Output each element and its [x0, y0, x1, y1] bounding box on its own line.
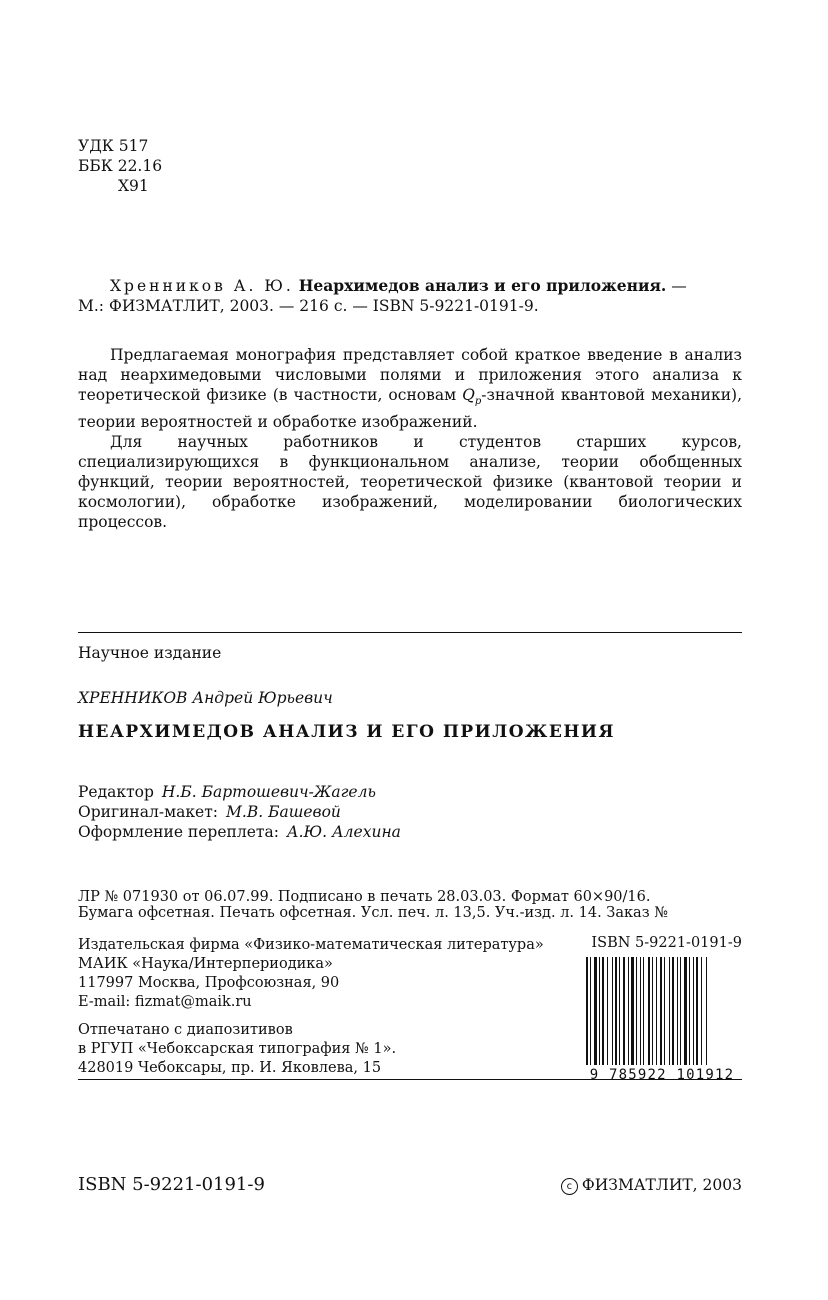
barcode-digits: 9 785922 101912 [589, 1067, 735, 1083]
copyright-text: ФИЗМАТЛИТ, 2003 [581, 1176, 742, 1194]
abstract [78, 345, 742, 532]
math-q: Q [462, 386, 475, 404]
math-subscript: p [474, 396, 482, 408]
print-info [78, 889, 668, 921]
print-info-line-1: ЛР № 071930 от 06.07.99. Подписано в печать 28.03.03. Формат 60×90/16. [78, 889, 651, 905]
barcode-bars-icon [582, 955, 742, 1067]
credits [78, 782, 401, 842]
bibliographic-record [78, 276, 742, 316]
udk-code: УДК 517 [78, 137, 149, 155]
credit-cover: Оформление переплета: А.Ю. Алехина [78, 823, 401, 841]
biblio-title: Неархимедов анализ и его приложения. [298, 276, 667, 295]
publisher-email: E-mail: fizmat@maik.ru [78, 994, 252, 1010]
isbn-footer: ISBN 5-9221-0191-9 [78, 1174, 265, 1195]
book-title: НЕАРХИМЕДОВ АНАЛИЗ И ЕГО ПРИЛОЖЕНИЯ [78, 722, 615, 742]
copyright [561, 1176, 742, 1195]
author-full-name: ХРЕННИКОВ Андрей Юрьевич [78, 689, 333, 707]
divider-bottom [78, 1079, 742, 1080]
abstract-paragraph-1: Предлагаемая монография представляет собой краткое введение в анализ над неархимедовыми числовыми полями и приложения этого анализа к теоретической физике (в частности, основам $Q_p$-значной квантовой механики), теории вероятностей и обработке изображений. [78, 346, 742, 432]
biblio-author: Хренников А. Ю. [110, 277, 294, 295]
author-mark: Х91 [118, 177, 149, 195]
edition-type: Научное издание [78, 644, 222, 662]
copyright-icon: c [561, 1178, 578, 1195]
publisher-info: Издательская фирма «Физико-математическая литература» МАИК «Наука/Интерпериодика» 117997 Москва, Профсоюзная, 90 E-mail: fizmat@maik.ru [78, 937, 544, 1010]
abstract-paragraph-2: Для научных работников и студентов старших курсов, специализирующихся в функциональном анализе, теории обобщенных функций, теории вероятностей, теоретической физике (квантовой теории и космологии), обработке изображений, моделировании биологических процессов. [78, 433, 742, 532]
biblio-dash: — [666, 277, 687, 295]
bbk-code: ББК 22.16 [78, 157, 163, 175]
divider-top [78, 632, 742, 633]
biblio-imprint: М.: ФИЗМАТЛИТ, 2003. — 216 с. — ISBN 5-9221-0191-9. [78, 297, 539, 315]
barcode-isbn-label: ISBN 5-9221-0191-9 [591, 935, 742, 951]
classification-block [78, 136, 162, 196]
credit-layout: Оригинал-макет: М.В. Башевой [78, 803, 341, 821]
printer-info: Отпечатано с диапозитивов в РГУП «Чебоксарская типография № 1». 428019 Чебоксары, пр. И. Яковлева, 15 [78, 1022, 397, 1076]
credit-editor: Редактор Н.Б. Бартошевич-Жагель [78, 783, 376, 801]
print-info-line-2: Бумага офсетная. Печать офсетная. Усл. печ. л. 13,5. Уч.-изд. л. 14. Заказ № [78, 905, 668, 921]
isbn-barcode [582, 935, 742, 1083]
